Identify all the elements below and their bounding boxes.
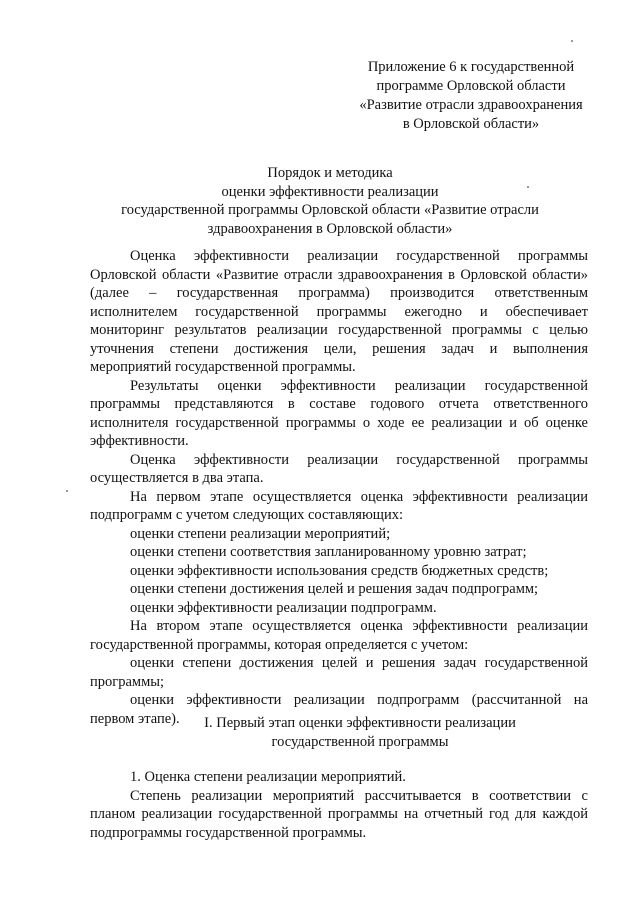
title-line: Порядок и методика — [267, 165, 393, 181]
list-item: оценки эффективности реализации подпрограмм (рассчитанной на первом этапе). — [90, 692, 588, 727]
scan-speck — [571, 40, 573, 42]
section-body — [90, 768, 588, 842]
paragraph: Оценка эффективности реализации государственной программы Орловской области «Развитие отрасли здравоохранения в Орловской области» (далее – государственная программа) производится ответственным исполнителем государственной программы ежегодно и обеспечивает мониторинг результатов реализации государственной программы с целью уточнения степени достижения цели, решения задач и выполнения мероприятий государственной программы. — [90, 248, 588, 375]
paragraph: На втором этапе осуществляется оценка эффективности реализации государственной программы, которая определяется с учетом: — [90, 618, 588, 653]
list-item: оценки степени соответствия запланированному уровню затрат; — [130, 544, 527, 560]
document-title — [100, 164, 560, 238]
appendix-line: Приложение 6 к государственной — [367, 59, 575, 75]
title-line: оценки эффективности реализации — [221, 183, 439, 200]
paragraph: Результаты оценки эффективности реализации государственной программы представляются в составе годового отчета ответственного исполнителя государственной программы о ходе ее реализации и об оценке эффективности. — [90, 377, 588, 449]
list-item: оценки эффективности реализации подпрограмм. — [130, 599, 437, 616]
appendix-line: «Развитие отрасли здравоохранения — [359, 97, 583, 113]
list-item: оценки степени достижения целей и решения задач подпрограмм; — [130, 581, 539, 597]
scan-speck — [66, 490, 68, 492]
list-item: оценки эффективности использования средств бюджетных средств; — [130, 562, 549, 579]
subsection-heading: 1. Оценка степени реализации мероприятий. — [130, 769, 406, 785]
section-heading-line: I. Первый этап оценки эффективности реализации — [204, 715, 516, 731]
paragraph: Оценка эффективности реализации государственной программы осуществляется в два этапа. — [90, 451, 588, 486]
document-body — [90, 247, 588, 728]
list-item: оценки степени реализации мероприятий; — [130, 525, 391, 542]
scan-speck — [527, 186, 529, 188]
section-heading — [160, 714, 560, 752]
title-line: здравоохранения в Орловской области» — [207, 220, 453, 237]
appendix-line: в Орловской области» — [402, 116, 540, 132]
appendix-header — [330, 58, 612, 134]
paragraph: Степень реализации мероприятий рассчитывается в соответствии с планом реализации государственной программы на отчетный год для каждой подпрограммы государственной программы. — [90, 787, 588, 841]
title-line: государственной программы Орловской области «Развитие отрасли — [121, 202, 539, 218]
list-item: оценки степени достижения целей и решения задач государственной программы; — [90, 655, 588, 690]
section-heading-line: государственной программы — [271, 734, 449, 750]
paragraph: На первом этапе осуществляется оценка эффективности реализации подпрограмм с учетом следующих составляющих: — [90, 488, 588, 523]
appendix-line: программе Орловской области — [376, 78, 566, 94]
